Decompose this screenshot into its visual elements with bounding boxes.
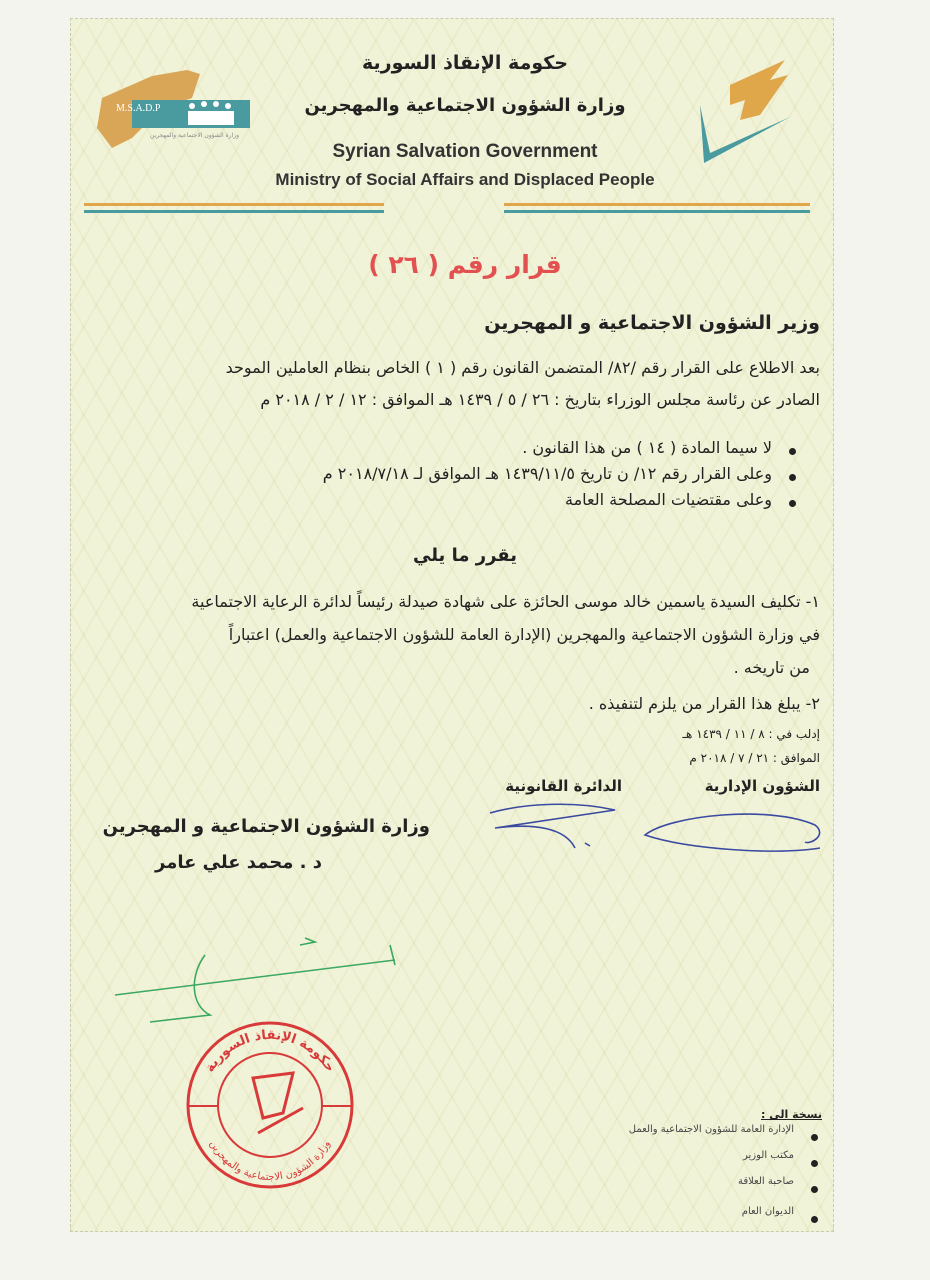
ministry-title-en: Ministry of Social Affairs and Displaced People xyxy=(275,170,655,189)
minister-name: د . محمد علي عامر xyxy=(155,852,322,873)
article-1-line-1: ١- تكليف السيدة ياسمين خالد موسى الحائزة على شهادة صيدلة رئيساً لدائرة الرعاية الاجتماعية xyxy=(191,592,820,611)
admin-affairs-label: الشؤون الإدارية xyxy=(704,777,820,795)
header-divider-orange-right xyxy=(504,203,810,206)
preamble-line-1: بعد الاطلاع على القرار رقم /٨٢/ المتضمن القانون رقم ( ١ ) الخاص بنظام العاملين الموحد xyxy=(225,358,820,377)
consideration-item: وعلى القرار رقم ١٢/ ن تاريخ ١٤٣٩/١١/٥ هـ الموافق لـ ٢٠١٨/٧/١٨ م xyxy=(323,464,800,490)
ministry-title-ar: وزارة الشؤون الاجتماعية والمهجرين xyxy=(304,95,626,116)
issued-date-gregorian: الموافق : ٢١ / ٧ / ٢٠١٨ م xyxy=(689,751,820,765)
article-1-line-2: في وزارة الشؤون الاجتماعية والمهجرين (الإدارة العامة للشؤون الاجتماعية والعمل) اعتباراً xyxy=(228,625,820,644)
official-stamp xyxy=(183,1018,358,1193)
article-2: ٢- يبلغ هذا القرار من يلزم لتنفيذه . xyxy=(588,694,820,713)
issuer-heading: وزير الشؤون الاجتماعية و المهجرين xyxy=(484,312,820,334)
copies-list xyxy=(622,1124,822,1232)
preamble-line-2: الصادر عن رئاسة مجلس الوزراء بتاريخ : ٢٦ / ٥ / ١٤٣٩ هـ الموافق : ١٢ / ٢ / ٢٠١٨ م xyxy=(260,390,820,409)
legal-dept-label: الدائرة القانونية xyxy=(505,777,622,795)
copies-label: نسخة الى : xyxy=(760,1108,822,1121)
signature-admin xyxy=(630,800,830,860)
signature-minister xyxy=(110,930,410,1030)
copy-recipient: مكتب الوزير xyxy=(622,1150,822,1176)
svg-text:حكومة الإنقاذ السورية xyxy=(202,1028,337,1075)
msadp-logo-caption: وزارة الشؤون الاجتماعية والمهجرين xyxy=(150,132,240,139)
consideration-item: لا سيما المادة ( ١٤ ) من هذا القانون . xyxy=(323,438,800,464)
copy-recipient: صاحبة العلاقة xyxy=(622,1176,822,1202)
article-1-line-3: من تاريخه . xyxy=(733,658,810,677)
gov-title-en: Syrian Salvation Government xyxy=(332,141,598,162)
copy-recipient: الديوان العام xyxy=(622,1206,822,1232)
stamp-text-top: حكومة الإنقاذ السورية xyxy=(202,1027,338,1076)
copy-recipient: الإدارة العامة للشؤون الاجتماعية والعمل xyxy=(622,1124,822,1150)
issued-date-hijri: إدلب في : ٨ / ١١ / ١٤٣٩ هـ xyxy=(682,727,820,741)
signature-legal xyxy=(485,798,625,853)
decides-heading: يقرر ما يلي xyxy=(412,545,518,566)
header-divider-teal-left xyxy=(84,210,384,213)
header-divider-teal-right xyxy=(504,210,810,213)
svg-text:وزارة الشؤون الاجتماعية والمهج xyxy=(207,1139,333,1183)
header-divider-orange-left xyxy=(84,203,384,206)
consideration-item: وعلى مقتضيات المصلحة العامة xyxy=(323,490,800,516)
considerations-list xyxy=(323,438,800,516)
stamp-text-bottom: وزارة الشؤون الاجتماعية والمهجرين xyxy=(207,1138,333,1184)
minister-ministry: وزارة الشؤون الاجتماعية و المهجرين xyxy=(102,816,430,837)
gov-title-ar: حكومة الإنقاذ السورية xyxy=(361,52,568,74)
msadp-logo-text: M.S.A.D.P xyxy=(116,103,161,114)
decision-title: قرار رقم ( ٢٦ ) xyxy=(368,250,562,279)
